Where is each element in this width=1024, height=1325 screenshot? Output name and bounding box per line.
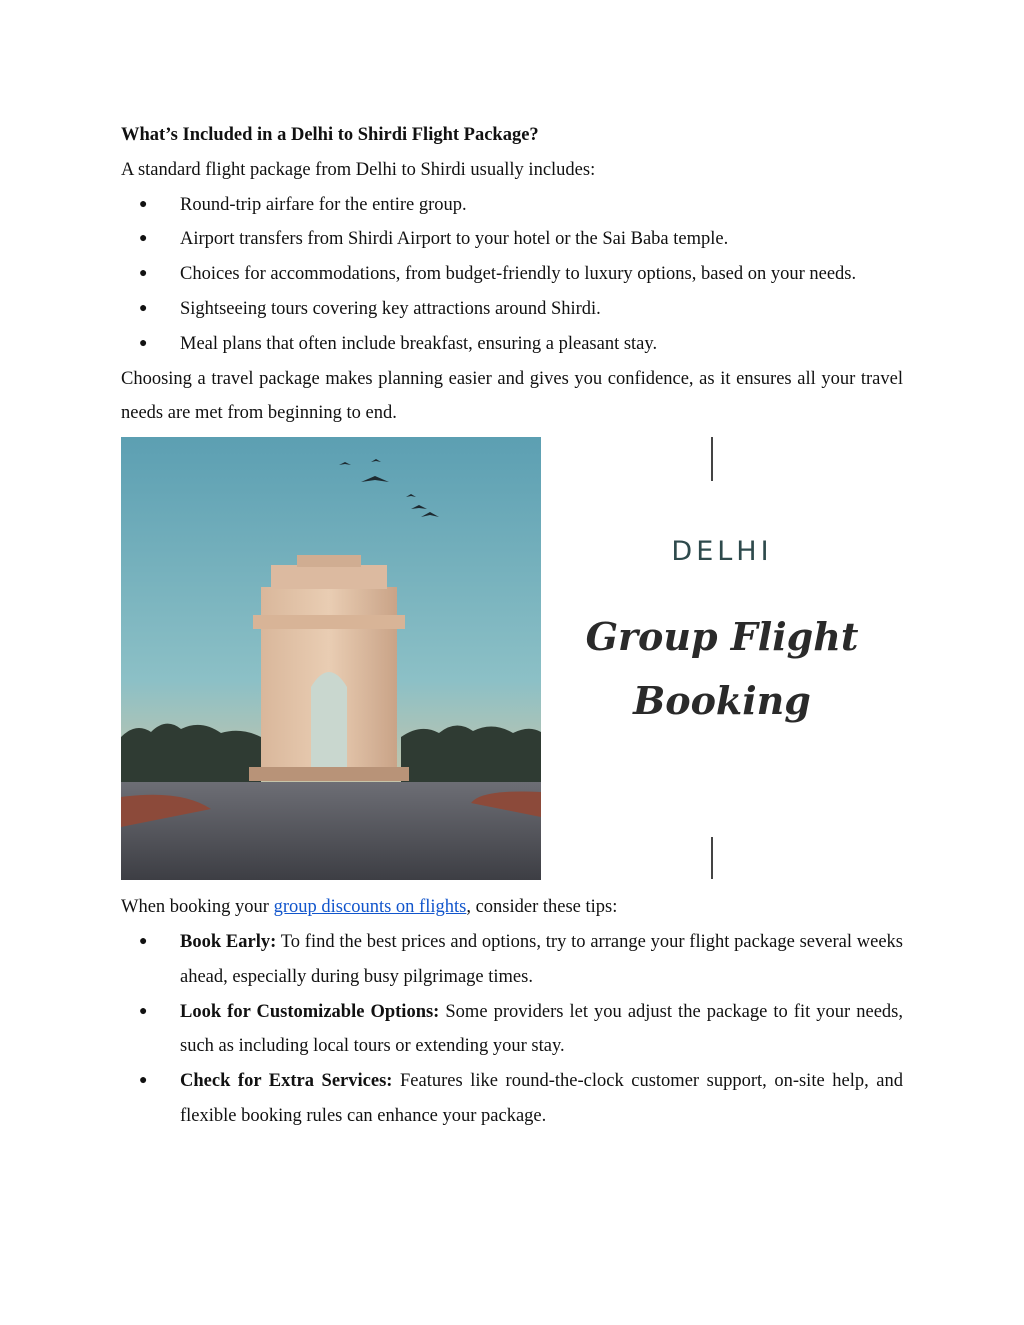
promo-city: DELHI — [671, 536, 773, 568]
list-item: ● Choices for accommodations, from budget-friendly to luxury options, based on your needs. — [121, 257, 903, 292]
list-item: ● Book Early: To find the best prices and options, try to arrange your flight package several weeks ahead, especially during busy pilgrimage times. — [121, 925, 903, 995]
bullet-icon: ● — [139, 266, 148, 282]
list-item: ● Round-trip airfare for the entire group. — [121, 188, 903, 223]
list-item: ● Meal plans that often include breakfast, ensuring a pleasant stay. — [121, 327, 903, 362]
divider-line — [711, 437, 713, 481]
promo-card — [541, 437, 903, 880]
list-item: ● Check for Extra Services: Features like round-the-clock customer support, on-site help, and flexible booking rules can enhance your package. — [121, 1064, 903, 1134]
section-intro: A standard flight package from Delhi to Shirdi usually includes: — [121, 159, 596, 180]
list-item: ● Look for Customizable Options: Some providers let you adjust the package to fit your needs, such as including local tours or extending your stay. — [121, 995, 903, 1065]
promo-title: Group Flight Booking — [585, 614, 859, 724]
list-item: ● Airport transfers from Shirdi Airport to your hotel or the Sai Baba temple. — [121, 222, 903, 257]
group-discounts-link[interactable]: group discounts on flights — [273, 897, 467, 918]
bullet-icon: ● — [139, 933, 148, 949]
section-closing: Choosing a travel package makes planning easier and gives you confidence, as it ensures all your travel needs are met from beginning to end. — [121, 368, 903, 424]
bullet-icon: ● — [139, 231, 148, 247]
bullet-icon: ● — [139, 1003, 148, 1019]
divider-line — [711, 837, 713, 879]
tips-list — [121, 925, 903, 1134]
list-item: ● Sightseeing tours covering key attractions around Shirdi. — [121, 292, 903, 327]
bullet-icon: ● — [139, 196, 148, 212]
included-list — [121, 188, 903, 362]
bullet-icon: ● — [139, 335, 148, 351]
india-gate-photo — [121, 437, 541, 880]
bullet-icon: ● — [139, 1073, 148, 1089]
document-page — [121, 118, 903, 1134]
tips-intro: When booking your group discounts on flights, consider these tips: — [121, 897, 618, 918]
bullet-icon: ● — [139, 300, 148, 316]
section-heading: What’s Included in a Delhi to Shirdi Flight Package? — [121, 125, 539, 145]
promo-image — [121, 437, 903, 880]
